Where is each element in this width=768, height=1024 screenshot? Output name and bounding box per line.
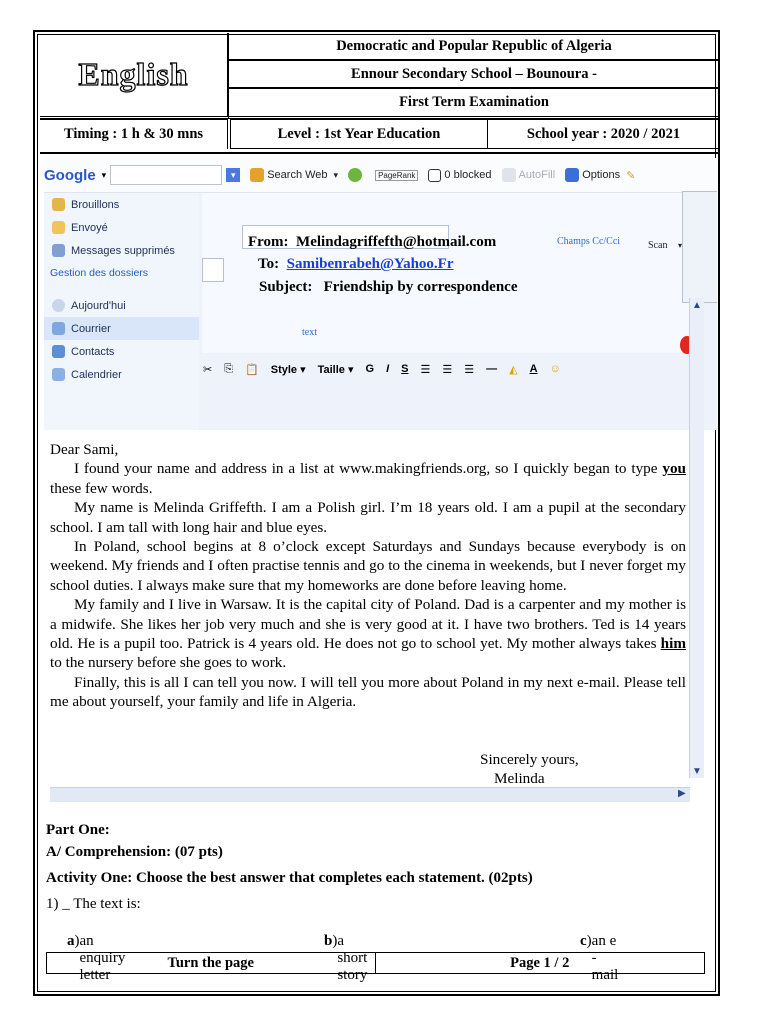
header-rule xyxy=(40,152,720,154)
header-rule xyxy=(40,118,720,119)
chevron-down-icon: ▾ xyxy=(677,241,682,250)
email-subject: Subject: Friendship by correspondence xyxy=(259,279,518,295)
header-divider xyxy=(228,33,229,119)
manage-folders-link[interactable]: Gestion des dossiers xyxy=(50,267,149,279)
chevron-down-icon[interactable]: ▾ xyxy=(101,169,107,180)
turn-the-page: Turn the page xyxy=(47,953,376,973)
text-mode-label[interactable]: text xyxy=(302,327,317,338)
option-a: a) an enquiry letter xyxy=(67,933,126,983)
highlight-icon[interactable]: ◭ xyxy=(509,363,518,376)
question-1: 1) _ The text is: xyxy=(46,896,141,912)
sent-icon xyxy=(52,221,65,234)
email-from: From: Melindagriffefth@hotmail.com xyxy=(248,234,497,250)
letter-paragraph: My family and I live in Warsaw. It is the capital city of Poland. Dad is a carpenter and my mother is a midwife. She likes her job very much and she is very good at it. I have two brothers. Ted is 14 years old. He is a pupil too. Patrick is 4 years old. He does not go to school yet. My mother always takes him to the nursery before she goes to work. xyxy=(50,596,686,672)
options-button[interactable]: Options ✎ xyxy=(565,168,635,182)
align-left-icon[interactable]: ☰ xyxy=(420,363,431,376)
bold-button[interactable]: G xyxy=(365,363,375,375)
section-heading: A/ Comprehension: (07 pts) xyxy=(46,844,223,860)
scroll-down-icon[interactable]: ▼ xyxy=(692,766,702,777)
autofill-button[interactable]: AutoFill xyxy=(502,168,556,182)
folder-pane xyxy=(44,193,199,430)
header-rule xyxy=(228,60,720,61)
calendar-icon xyxy=(52,368,65,381)
nav-mail[interactable]: Courrier xyxy=(44,317,199,340)
popup-icon xyxy=(428,169,441,182)
compose-pane xyxy=(202,193,702,353)
underline-button[interactable]: S xyxy=(401,363,409,375)
letter-paragraph: In Poland, school begins at 8 o’clock except Saturdays and Sundays because everybody is on weekend. My friends and I often practise tennis and go to the cinema in weekends, but I never forget my school duties. I always make sure that my homeworks are done before leaving home. xyxy=(50,538,686,594)
option-c: c) an e -mail xyxy=(580,933,619,983)
copy-icon[interactable]: ⎘ xyxy=(224,362,234,375)
google-logo: Google xyxy=(44,166,96,184)
letter-paragraph: Finally, this is all I can tell you now. I will tell you more about Poland in my next e-mail. Please tell me about yourself, your family and life in Algeria. xyxy=(50,673,686,711)
letter-body xyxy=(50,440,686,712)
clock-icon xyxy=(52,299,65,312)
folder-spacer xyxy=(44,284,199,294)
part-heading: Part One: xyxy=(46,822,110,838)
style-dropdown[interactable]: Style ▾ xyxy=(270,363,306,376)
pagerank-indicator[interactable]: PageRank xyxy=(375,170,418,181)
option-b: b) a short story xyxy=(324,933,368,983)
level: Level : 1st Year Education xyxy=(230,119,488,149)
browser-toolbar xyxy=(44,158,717,193)
letter-greeting: Dear Sami, xyxy=(50,441,119,458)
timing: Timing : 1 h & 30 mns xyxy=(40,119,228,149)
autofill-icon xyxy=(502,168,516,182)
page-footer xyxy=(46,952,705,974)
popup-blocker-button[interactable]: 0 blocked xyxy=(428,169,491,182)
page-number: Page 1 / 2 xyxy=(510,954,570,971)
scroll-right-icon[interactable]: ▶ xyxy=(678,788,686,799)
side-panel xyxy=(682,191,717,303)
folder-brouillons[interactable]: Brouillons xyxy=(44,193,199,216)
nav-calendar[interactable]: Calendrier xyxy=(44,363,199,386)
emphasized-word: you xyxy=(662,460,686,478)
vertical-scrollbar[interactable] xyxy=(689,298,704,778)
google-search-input[interactable] xyxy=(110,165,222,185)
chevron-down-icon[interactable]: ▾ xyxy=(226,168,240,182)
format-toolbar xyxy=(203,356,663,382)
folder-envoye[interactable]: Envoyé xyxy=(44,216,199,239)
draft-icon xyxy=(52,198,65,211)
school-name: Ennour Secondary School – Bounoura - xyxy=(228,61,720,88)
scan-dropdown[interactable]: Scan ▾ xyxy=(648,240,682,251)
search-web-button[interactable]: Search Web ▾ xyxy=(250,168,338,182)
nav-today[interactable]: Aujourd'hui xyxy=(44,294,199,317)
from-address: Melindagriffefth@hotmail.com xyxy=(296,234,497,250)
email-to: To: Samibenrabeh@Yahoo.Fr xyxy=(258,256,454,272)
flower-icon xyxy=(348,168,362,182)
header-rule xyxy=(228,88,720,89)
paste-icon[interactable]: 📋 xyxy=(245,363,259,376)
exam-name: First Term Examination xyxy=(228,89,720,117)
emphasized-word: him xyxy=(660,635,686,653)
folder-messages-supprimes[interactable]: Messages supprimés xyxy=(44,239,199,262)
country-name: Democratic and Popular Republic of Algeria xyxy=(228,33,720,60)
contacts-icon xyxy=(52,345,65,358)
horizontal-scrollbar[interactable] xyxy=(50,787,690,802)
size-dropdown[interactable]: Taille ▾ xyxy=(317,363,354,376)
to-address-link[interactable]: Samibenrabeh@Yahoo.Fr xyxy=(286,256,454,272)
exam-header xyxy=(40,33,720,157)
subject-value: Friendship by correspondence xyxy=(323,279,518,295)
subject-title: English xyxy=(40,33,228,117)
align-right-icon[interactable]: ☰ xyxy=(464,363,475,376)
cut-icon[interactable]: ✂ xyxy=(203,363,213,376)
options-icon xyxy=(565,168,579,182)
activity-heading: Activity One: Choose the best answer that completes each statement. (02pts) xyxy=(46,870,533,886)
letter-paragraph: I found your name and address in a list at www.makingfriends.org, so I quickly began to type you these few words. xyxy=(50,460,686,497)
signer-name: Melinda xyxy=(494,770,545,787)
font-color-icon[interactable]: A xyxy=(529,363,538,375)
cc-bcc-link[interactable]: Champs Cc/Cci xyxy=(557,236,621,247)
chevron-down-icon: ▾ xyxy=(333,169,339,180)
emoticon-icon[interactable]: ☺ xyxy=(549,363,561,375)
to-field[interactable] xyxy=(202,258,224,282)
school-year: School year : 2020 / 2021 xyxy=(488,119,720,149)
binoculars-icon xyxy=(250,168,264,182)
italic-button[interactable]: I xyxy=(386,363,390,375)
scroll-up-icon[interactable]: ▲ xyxy=(692,300,702,311)
closing: Sincerely yours, xyxy=(480,751,579,768)
mail-icon xyxy=(52,322,65,335)
horizontal-rule-icon[interactable]: — xyxy=(486,363,498,375)
trash-icon xyxy=(52,244,65,257)
letter-paragraph: My name is Melinda Griffefth. I am a Polish girl. I’m 18 years old. I am a pupil at the secondary school. I am tall with long hair and blue eyes. xyxy=(50,499,686,536)
align-center-icon[interactable]: ☰ xyxy=(442,363,453,376)
pencil-icon: ✎ xyxy=(626,169,636,182)
questions-section xyxy=(46,822,706,922)
letter-signature xyxy=(480,750,579,788)
flower-button[interactable] xyxy=(348,168,365,182)
nav-contacts[interactable]: Contacts xyxy=(44,340,199,363)
